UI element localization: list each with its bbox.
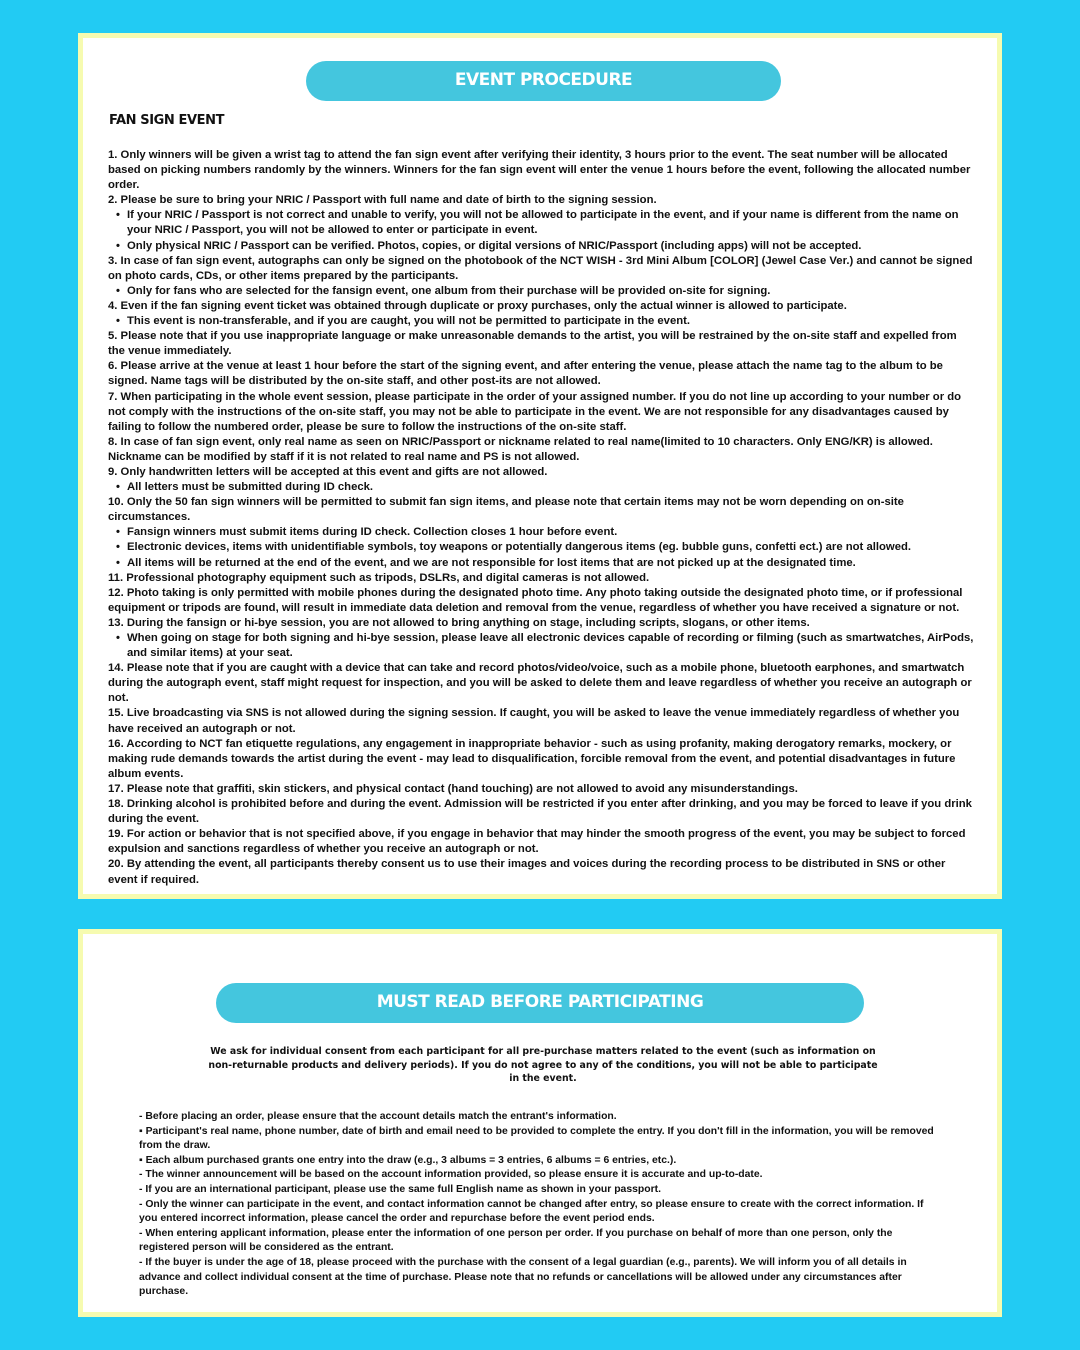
list-item: 10. Only the 50 fan sign winners will be permitted to submit fan sign items, and please note that certain items may not be worn depending on on-site circumstances. <box>108 496 904 524</box>
list-item: 13. During the fansign or hi-bye session, you are not allowed to bring anything on stage, including scripts, slogans, or other items. <box>108 616 810 629</box>
sub-list-item: • When going on stage for both signing and hi-bye session, please leave all electronic devices capable of recording or filming (such as smartwatches, AirPods, and similar items) at your seat. <box>108 631 974 661</box>
list-item: 1. Only winners will be given a wrist tag to attend the fan sign event after verifying their identity, 3 hours prior to the event. The seat number will be allocated based on picking numbers randomly by the winners. Winners for the fan sign event will enter the venue 1 hours before the event, following the allocated number order. <box>108 149 971 192</box>
list-item: - The winner announcement will be based on the account information provided, so please ensure it is accurate and up-to-date. <box>139 1169 763 1181</box>
must-read-list <box>139 1110 939 1300</box>
sub-list-item: ▪ Each album purchased grants one entry into the draw (e.g., 3 albums = 3 entries, 6 albums = 6 entries, etc.). <box>139 1154 677 1166</box>
sub-list-item: • All letters must be submitted during ID check. <box>108 480 974 495</box>
must-read-panel <box>78 929 1002 1317</box>
list-item: - If the buyer is under the age of 18, please proceed with the purchase with the consent of a legal guardian (e.g., parents). We will inform you of all details in advance and collect individual consent at the time of purchase. Please note that no refunds or cancellations will be allowed under any circumstances after purchase. <box>139 1256 907 1298</box>
list-item: 8. In case of fan sign event, only real name as seen on NRIC/Passport or nickname related to real name(limited to 10 characters. Only ENG/KR) is allowed. Nickname can be modified by staff if it is not related to real name and PS is not allowed. <box>108 435 933 463</box>
list-item: 7. When participating in the whole event session, please participate in the order of your assigned number. If you do not line up according to your number or do not comply with the instructions of the on-site staff, you may not be able to participate in the event. We are not responsible for any disadvantages caused by failing to follow the numbered order, please be sure to follow the instructions of the on-site staff. <box>108 390 962 433</box>
list-item: 11. Professional photography equipment such as tripods, DSLRs, and digital cameras is not allowed. <box>108 571 650 584</box>
list-item: 3. In case of fan sign event, autographs can only be signed on the photobook of the NCT WISH - 3rd Mini Album [COLOR] (Jewel Case Ver.) and cannot be signed on photo cards, CDs, or other items prepared by the participants. <box>108 254 973 282</box>
fan-sign-event-subtitle: FAN SIGN EVENT <box>109 113 225 128</box>
list-item: 19. For action or behavior that is not specified above, if you engage in behavior that may hinder the smooth progress of the event, you may be subject to forced expulsion and sanctions regardless of whether you receive an autograph or not. <box>108 828 966 856</box>
sub-list-item: • Only for fans who are selected for the fansign event, one album from their purchase will be provided on-site for signing. <box>108 284 974 299</box>
sub-list-item: • Only physical NRIC / Passport can be verified. Photos, copies, or digital versions of NRIC/Passport (including apps) will not be accepted. <box>108 239 974 254</box>
list-item: - Before placing an order, please ensure that the account details match the entrant's information. <box>139 1111 617 1122</box>
sub-list-item: • If your NRIC / Passport is not correct and unable to verify, you will not be allowed to participate in the event, and if your name is different from the name on your NRIC / Passport, you will not be allowed to enter or participate in event. <box>108 208 974 238</box>
must-read-intro: We ask for individual consent from each participant for all pre-purchase matters related to the event (such as information on non-returnable products and delivery periods). If you do not agree to any of the conditions, you will not be able to participate in the event. <box>208 1046 878 1084</box>
list-item: - When entering applicant information, please enter the information of one person per order. If you purchase on behalf of more than one person, only the registered person will be considered as the entrant. <box>139 1227 893 1254</box>
list-item: 2. Please be sure to bring your NRIC / Passport with full name and date of birth to the signing session. <box>108 194 657 207</box>
list-item: 17. Please note that graffiti, skin stickers, and physical contact (hand touching) are not allowed to avoid any misunderstandings. <box>108 782 798 795</box>
list-item: 6. Please arrive at the venue at least 1 hour before the start of the signing event, and after entering the venue, please attach the name tag to the album to be signed. Name tags will be distributed by the on-site staff, and other post-its are not allowed. <box>108 360 943 388</box>
sub-list-item: ▪ Participant's real name, phone number, date of birth and email need to be provided to complete the entry. If you don't fill in the information, you will be removed from the draw. <box>139 1125 934 1152</box>
list-item: 16. According to NCT fan etiquette regulations, any engagement in inappropriate behavior - such as using profanity, making derogatory remarks, mockery, or making rude demands towards the artist during the event - may lead to disqualification, forcible removal from the event, and potential disadvantages in future album events. <box>108 737 956 780</box>
list-item: 18. Drinking alcohol is prohibited before and during the event. Admission will be restricted if you enter after drinking, and you may be forced to leave if you drink during the event. <box>108 798 972 826</box>
must-read-title: MUST READ BEFORE PARTICIPATING <box>216 983 864 1023</box>
list-item: 15. Live broadcasting via SNS is not allowed during the signing session. If caught, you will be asked to leave the venue immediately regardless of whether you have received an autograph or not. <box>108 707 960 735</box>
event-procedure-list <box>108 148 974 888</box>
list-item: 5. Please note that if you use inappropriate language or make unreasonable demands to the artist, you will be restrained by the on-site staff and expelled from the venue immediately. <box>108 330 957 358</box>
sub-list-item: • Electronic devices, items with unidentifiable symbols, toy weapons or potentially dangerous items (eg. bubble guns, confetti ect.) are not allowed. <box>108 540 974 555</box>
list-item: 12. Photo taking is only permitted with mobile phones during the designated photo time. Any photo taking outside the designated photo time, or if professional equipment or tripods are found, will result in immediate data deletion and removal from the venue, regardless of whether you have received a signature or not. <box>108 586 963 614</box>
list-item: 20. By attending the event, all participants thereby consent us to use their images and voices during the recording process to be distributed in SNS or other event if required. <box>108 858 946 886</box>
sub-list-item: • All items will be returned at the end of the event, and we are not responsible for lost items that are not picked up at the designated time. <box>108 556 974 571</box>
list-item: 14. Please note that if you are caught with a device that can take and record photos/video/voice, such as a mobile phone, bluetooth earphones, and smartwatch during the autograph event, staff might request for inspection, and you will be asked to delete them and leave regardless of whether you receive an autograph or not. <box>108 662 972 705</box>
event-procedure-panel <box>78 33 1002 899</box>
list-item: - If you are an international participant, please use the same full English name as shown in your passport. <box>139 1183 661 1195</box>
sub-list-item: • Fansign winners must submit items during ID check. Collection closes 1 hour before event. <box>108 525 974 540</box>
list-item: 9. Only handwritten letters will be accepted at this event and gifts are not allowed. <box>108 465 548 478</box>
list-item: 4. Even if the fan signing event ticket was obtained through duplicate or proxy purchases, only the actual winner is allowed to participate. <box>108 299 847 312</box>
event-procedure-title: EVENT PROCEDURE <box>306 61 781 101</box>
list-item: - Only the winner can participate in the event, and contact information cannot be changed after entry, so please ensure to create with the correct information. If you entered incorrect information, please cancel the order and repurchase before the event period ends. <box>139 1198 924 1225</box>
sub-list-item: • This event is non-transferable, and if you are caught, you will not be permitted to participate in the event. <box>108 314 974 329</box>
